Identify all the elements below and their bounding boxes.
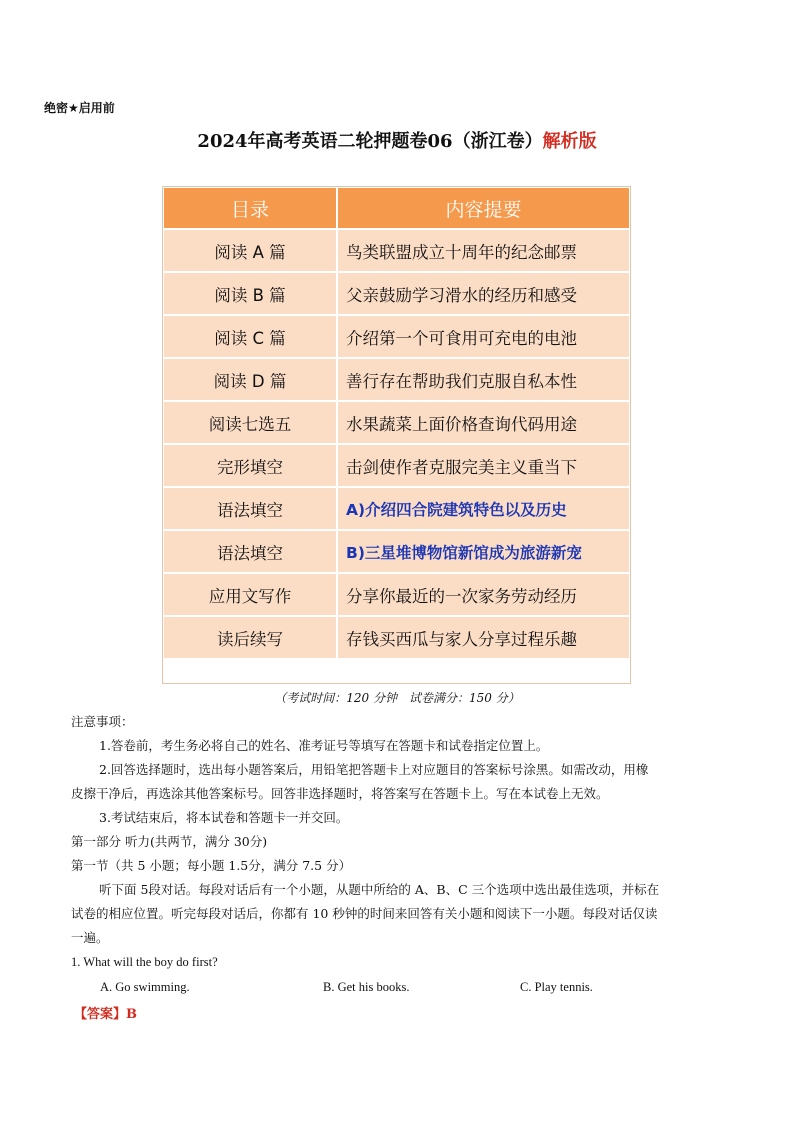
section-cell: 阅读 B 篇 [163, 272, 337, 315]
summary-cell: 存钱买西瓜与家人分享过程乐趣 [337, 616, 630, 659]
section-cell: 语法填空 [163, 530, 337, 573]
summary-cell: 击剑使作者克服完美主义重当下 [337, 444, 630, 487]
table-header-row [163, 187, 630, 229]
document-title [0, 127, 794, 153]
table-row [163, 487, 630, 530]
contents-table [162, 186, 631, 660]
header-summary: 内容提要 [337, 187, 630, 229]
listening-instructions-line-2: 试卷的相应位置。听完每段对话后，你都有 10 秒钟的时间来回答有关小题和阅读下一小题。每段对话仅读 [71, 906, 658, 921]
table-row [163, 272, 630, 315]
section-cell: 应用文写作 [163, 573, 337, 616]
summary-cell: 介绍第一个可食用可充电的电池 [337, 315, 630, 358]
table-row [163, 229, 630, 272]
title-main: 2024年高考英语二轮押题卷06（浙江卷） [197, 131, 543, 152]
section-cell: 阅读 D 篇 [163, 358, 337, 401]
exam-time-note: （考试时间：120 分钟 试卷满分：150 分） [274, 691, 520, 705]
section-cell: 阅读七选五 [163, 401, 337, 444]
confidential-label: 绝密★启用前 [44, 101, 115, 115]
listening-instructions-line-1: 听下面 5段对话。每段对话后有一个小题，从题中所给的 A、B、C 三个选项中选出最佳选项，并标在 [99, 882, 660, 897]
section-cell: 阅读 A 篇 [163, 229, 337, 272]
answer-line [74, 1003, 137, 1022]
summary-cell: 水果蔬菜上面价格查询代码用途 [337, 401, 630, 444]
option-b: B. Get his books. [323, 980, 410, 994]
table-row [163, 444, 630, 487]
question-1-stem: 1. What will the boy do first? [71, 955, 218, 969]
section-cell: 读后续写 [163, 616, 337, 659]
title-version: 解析版 [542, 131, 597, 152]
section-cell: 完形填空 [163, 444, 337, 487]
answer-label: 【答案】 [74, 1007, 127, 1022]
answer-value: B [126, 1007, 138, 1022]
part-1-title: 第一部分 听力(共两节，满分 30分) [71, 834, 268, 849]
table-row [163, 358, 630, 401]
option-a: A. Go swimming. [100, 980, 190, 994]
table-row [163, 616, 630, 659]
instructions-block [71, 710, 723, 974]
table-row [163, 401, 630, 444]
note-3: 3.考试结束后，将本试卷和答题卡一并交回。 [99, 810, 349, 825]
notes-heading: 注意事项： [71, 714, 134, 729]
listening-instructions-line-3: 一遍。 [71, 930, 109, 945]
table-row [163, 573, 630, 616]
summary-cell: 鸟类联盟成立十周年的纪念邮票 [337, 229, 630, 272]
summary-cell: 分享你最近的一次家务劳动经历 [337, 573, 630, 616]
section-cell: 语法填空 [163, 487, 337, 530]
header-contents: 目录 [163, 187, 337, 229]
note-1: 1.答卷前，考生务必将自己的姓名、准考证号等填写在答题卡和试卷指定位置上。 [99, 738, 549, 753]
summary-cell: 父亲鼓励学习滑水的经历和感受 [337, 272, 630, 315]
section-1-title: 第一节（共 5 小题；每小题 1.5分，满分 7.5 分） [71, 858, 352, 873]
note-2-line-2: 皮擦干净后，再选涂其他答案标号。回答非选择题时，将答案写在答题卡上。写在本试卷上无效。 [71, 786, 609, 801]
note-2-line-1: 2.回答选择题时，选出每小题答案后，用铅笔把答题卡上对应题目的答案标号涂黑。如需改动，用橡 [99, 762, 649, 777]
section-cell: 阅读 C 篇 [163, 315, 337, 358]
summary-cell: 善行存在帮助我们克服自私本性 [337, 358, 630, 401]
summary-cell: B)三星堆博物馆新馆成为旅游新宠 [337, 530, 630, 573]
option-c: C. Play tennis. [520, 980, 593, 994]
table-row [163, 315, 630, 358]
table-row [163, 530, 630, 573]
summary-cell: A)介绍四合院建筑特色以及历史 [337, 487, 630, 530]
